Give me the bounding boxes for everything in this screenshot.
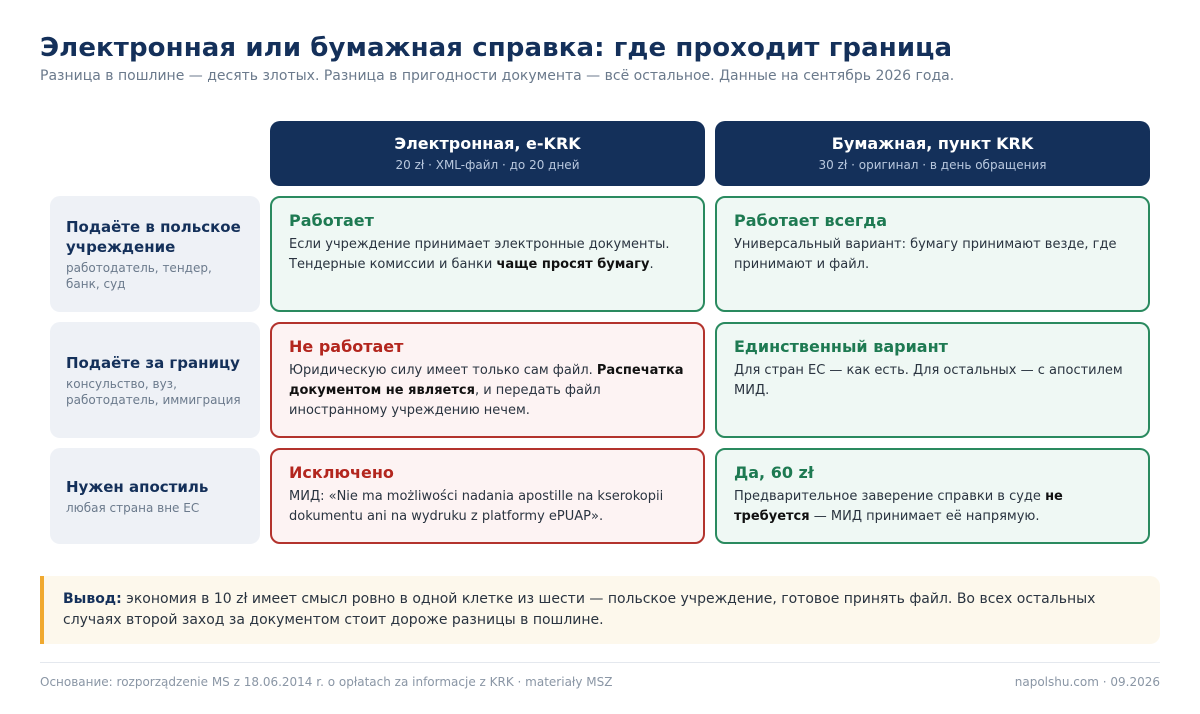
column-title: Бумажная, пункт KRK <box>831 134 1034 153</box>
row-subtitle: работодатель, тендер, банк, суд <box>66 260 212 291</box>
cell-electronic-abroad <box>270 322 705 438</box>
column-subtitle: 30 zł · оригинал · в день обращения <box>818 158 1047 172</box>
cell-verdict: Исключено <box>289 463 394 482</box>
page-subtitle: Разница в пошлине — десять злотых. Разница в пригодности документа — всё остальное. Данные на сентябрь 2026 года. <box>40 68 955 84</box>
cell-text: Если учреждение принимает электронные документы. Тендерные комиссии и банки чаще просят бумагу. <box>289 237 670 272</box>
row-label-polish-institution <box>50 196 260 312</box>
row-label-abroad <box>50 322 260 438</box>
conclusion-label: Вывод: <box>63 591 122 607</box>
column-title: Электронная, e-KRK <box>394 134 581 153</box>
page-title: Электронная или бумажная справка: где проходит граница <box>40 33 953 63</box>
cell-paper-abroad <box>715 322 1150 438</box>
column-header-electronic <box>270 121 705 186</box>
cell-electronic-apostille <box>270 448 705 544</box>
footer-divider <box>40 662 1160 663</box>
row-subtitle: любая страна вне ЕС <box>66 500 200 515</box>
row-title: Нужен апостиль <box>66 477 209 496</box>
footer-site: napolshu.com · 09.2026 <box>1014 675 1160 689</box>
conclusion-box <box>40 576 1160 644</box>
cell-verdict: Не работает <box>289 337 404 356</box>
cell-paper-apostille <box>715 448 1150 544</box>
footer-source: Основание: rozporządzenie MS z 18.06.2014 r. o opłatach za informacje z KRK · materiały MSZ <box>40 675 613 689</box>
column-header-paper <box>715 121 1150 186</box>
column-subtitle: 20 zł · XML-файл · до 20 дней <box>395 158 580 172</box>
cell-verdict: Работает всегда <box>734 211 887 230</box>
row-subtitle: консульство, вуз, работодатель, иммиграция <box>66 376 241 407</box>
cell-electronic-polish-institution <box>270 196 705 312</box>
row-title: Подаёте в польское учреждение <box>66 217 241 256</box>
conclusion-text: экономия в 10 zł имеет смысл ровно в одной клетке из шести — польское учреждение, готовое принять файл. Во всех остальных случаях второй заход за документом стоит дороже разницы в пошлине. <box>63 591 1096 628</box>
cell-text: Для стран ЕС — как есть. Для остальных — с апостилем МИД. <box>734 363 1123 398</box>
cell-verdict: Работает <box>289 211 374 230</box>
cell-paper-polish-institution <box>715 196 1150 312</box>
cell-text: Предварительное заверение справки в суде не требуется — МИД принимает её напрямую. <box>734 489 1063 524</box>
row-title: Подаёте за границу <box>66 353 240 372</box>
cell-text: МИД: «Nie ma możliwości nadania apostille na kserokopii dokumentu ani na wydruku z platformy ePUAP». <box>289 489 664 524</box>
cell-verdict: Да, 60 zł <box>734 463 814 482</box>
row-label-apostille <box>50 448 260 544</box>
cell-text: Универсальный вариант: бумагу принимают везде, где принимают и файл. <box>734 237 1117 272</box>
cell-text: Юридическую силу имеет только сам файл. Распечатка документом не является, и передать файл иностранному учреждению нечем. <box>289 363 684 418</box>
cell-verdict: Единственный вариант <box>734 337 948 356</box>
